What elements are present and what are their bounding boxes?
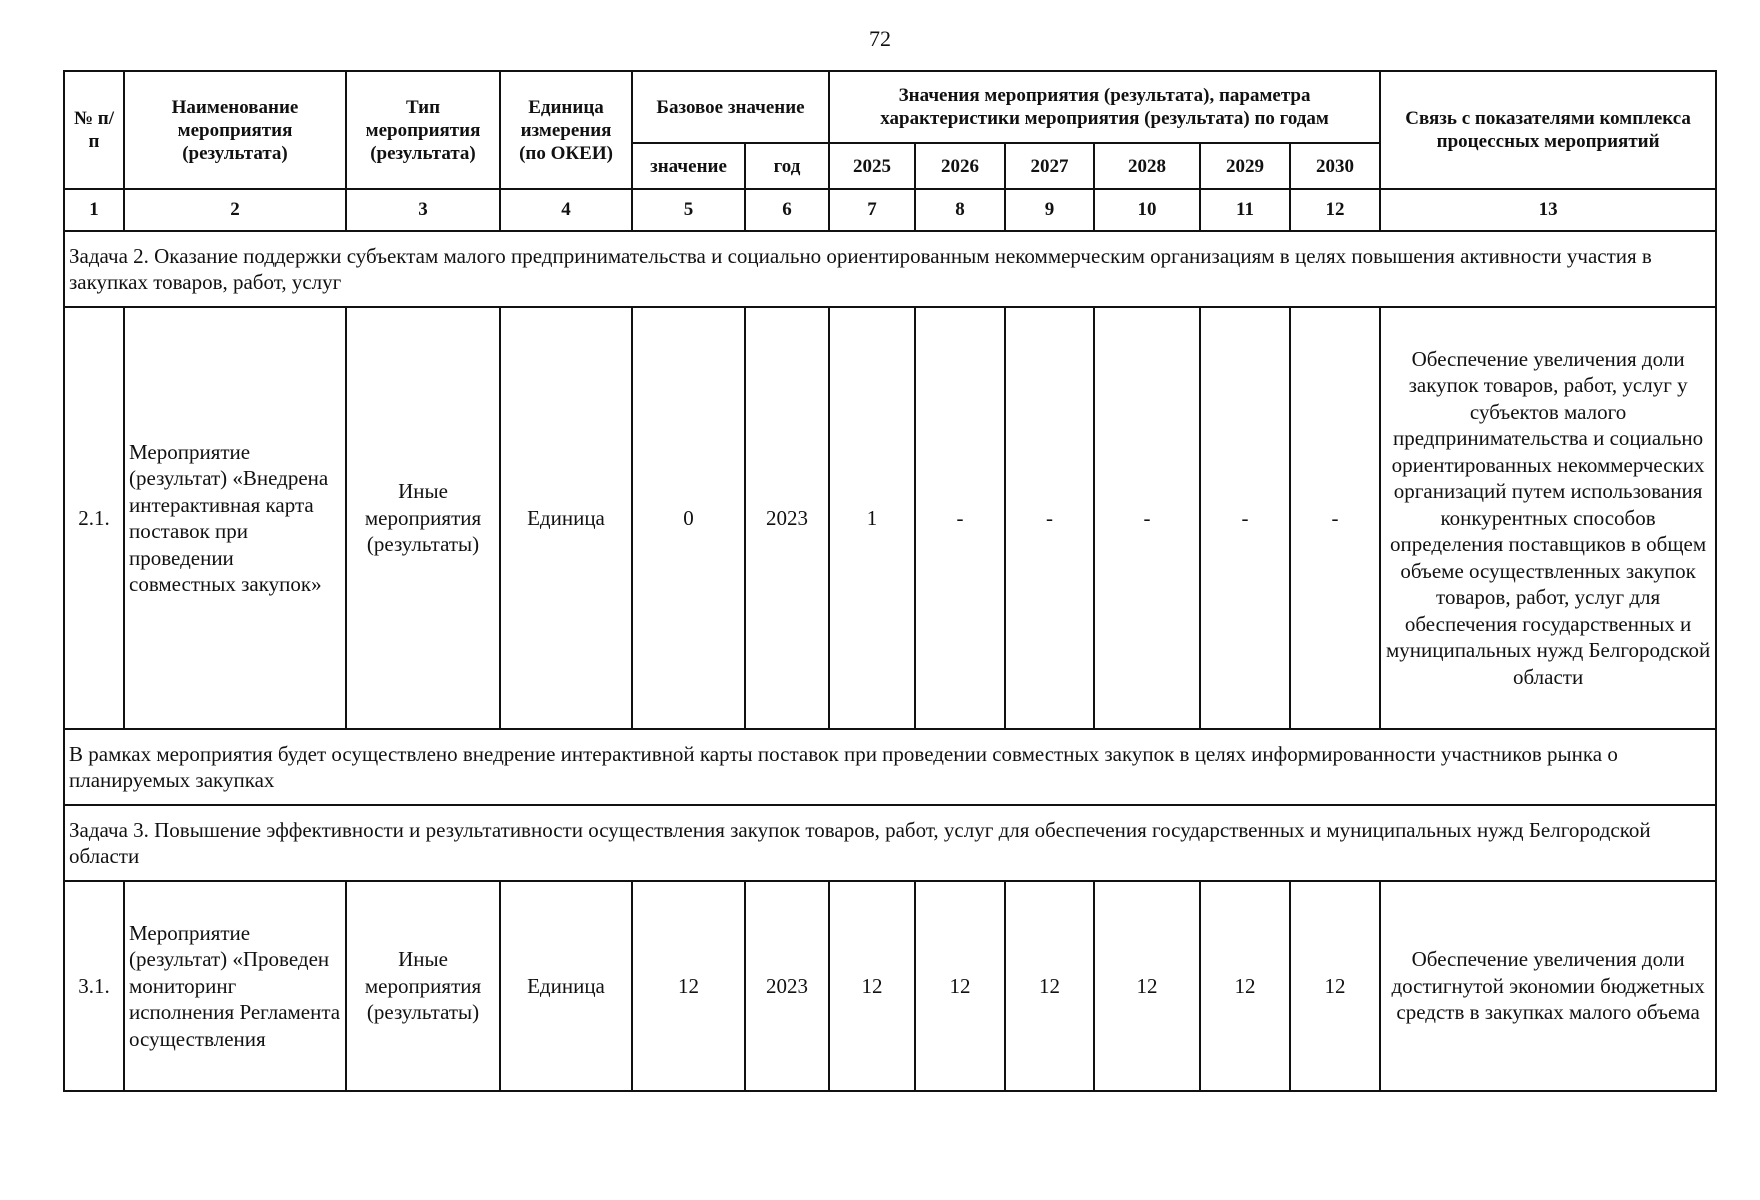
header-year: 2026	[915, 143, 1005, 189]
measures-table	[63, 70, 1717, 1092]
measure-type: Иные мероприятия (результаты)	[346, 307, 500, 729]
column-number: 4	[500, 189, 632, 231]
measure-type: Иные мероприятия (результаты)	[346, 881, 500, 1091]
header-link: Связь с показателями комплекса процессных мероприятий	[1380, 71, 1716, 189]
year-value: 12	[829, 881, 915, 1091]
indicator-link: Обеспечение увеличения доли достигнутой экономии бюджетных средств в закупках малого объема	[1380, 881, 1716, 1091]
header-year: 2027	[1005, 143, 1094, 189]
year-value: 12	[1200, 881, 1290, 1091]
description-text: В рамках мероприятия будет осуществлено внедрение интерактивной карты поставок при проведении совместных закупок в целях информированности участников рынка о планируемых закупках	[64, 729, 1716, 805]
column-number: 10	[1094, 189, 1200, 231]
header-row	[64, 71, 1716, 143]
year-value: -	[1200, 307, 1290, 729]
task-2-text: Задача 2. Оказание поддержки субъектам малого предпринимательства и социально ориентированным некоммерческим организациям в целях повышения активности участия в закупках товаров, работ, услуг	[64, 231, 1716, 307]
column-number: 7	[829, 189, 915, 231]
row-number: 3.1.	[64, 881, 124, 1091]
year-value: -	[1290, 307, 1380, 729]
header-year: 2028	[1094, 143, 1200, 189]
indicator-link: Обеспечение увеличения доли закупок товаров, работ, услуг у субъектов малого предпринимательства и социально ориентированных некоммерческих организаций путем использования конкурентных способов определения поставщиков в общем объеме осуществленных закупок товаров, работ, услуг для обеспечения государственных и муниципальных нужд Белгородской области	[1380, 307, 1716, 729]
header-name: Наименование мероприятия (результата)	[124, 71, 346, 189]
header-values: Значения мероприятия (результата), параметра характеристики мероприятия (результата) по годам	[829, 71, 1380, 143]
header-year: 2029	[1200, 143, 1290, 189]
header-type: Тип мероприятия (результата)	[346, 71, 500, 189]
column-number: 5	[632, 189, 745, 231]
year-value: -	[1005, 307, 1094, 729]
year-value: 12	[1094, 881, 1200, 1091]
measure-row-2-1	[64, 307, 1716, 729]
column-number: 12	[1290, 189, 1380, 231]
row-number: 2.1.	[64, 307, 124, 729]
header-num: № п/п	[64, 71, 124, 189]
page-number: 72	[869, 26, 891, 51]
year-value: 12	[1290, 881, 1380, 1091]
base-value: 0	[632, 307, 745, 729]
header-unit: Единица измерения (по ОКЕИ)	[500, 71, 632, 189]
base-value: 12	[632, 881, 745, 1091]
task-2-row	[64, 231, 1716, 307]
header-year: 2025	[829, 143, 915, 189]
year-value: -	[915, 307, 1005, 729]
measure-unit: Единица	[500, 881, 632, 1091]
year-value: 12	[915, 881, 1005, 1091]
measure-row-3-1	[64, 881, 1716, 1091]
column-number: 11	[1200, 189, 1290, 231]
measure-name: Мероприятие (результат) «Проведен мониторинг исполнения Регламента осуществления	[124, 881, 346, 1091]
measure-unit: Единица	[500, 307, 632, 729]
column-number: 13	[1380, 189, 1716, 231]
column-number: 2	[124, 189, 346, 231]
column-number: 9	[1005, 189, 1094, 231]
header-base: Базовое значение	[632, 71, 829, 143]
header-base-year: год	[745, 143, 829, 189]
header-base-value: значение	[632, 143, 745, 189]
description-row-2-1	[64, 729, 1716, 805]
measure-name: Мероприятие (результат) «Внедрена интерактивная карта поставок при проведении совместных закупок»	[124, 307, 346, 729]
year-value: -	[1094, 307, 1200, 729]
base-year: 2023	[745, 881, 829, 1091]
header-year: 2030	[1290, 143, 1380, 189]
column-number: 3	[346, 189, 500, 231]
column-number: 1	[64, 189, 124, 231]
task-3-text: Задача 3. Повышение эффективности и результативности осуществления закупок товаров, работ, услуг для обеспечения государственных и муниципальных нужд Белгородской области	[64, 805, 1716, 881]
column-numbers-row	[64, 189, 1716, 231]
year-value: 12	[1005, 881, 1094, 1091]
year-value: 1	[829, 307, 915, 729]
base-year: 2023	[745, 307, 829, 729]
column-number: 6	[745, 189, 829, 231]
task-3-row	[64, 805, 1716, 881]
column-number: 8	[915, 189, 1005, 231]
